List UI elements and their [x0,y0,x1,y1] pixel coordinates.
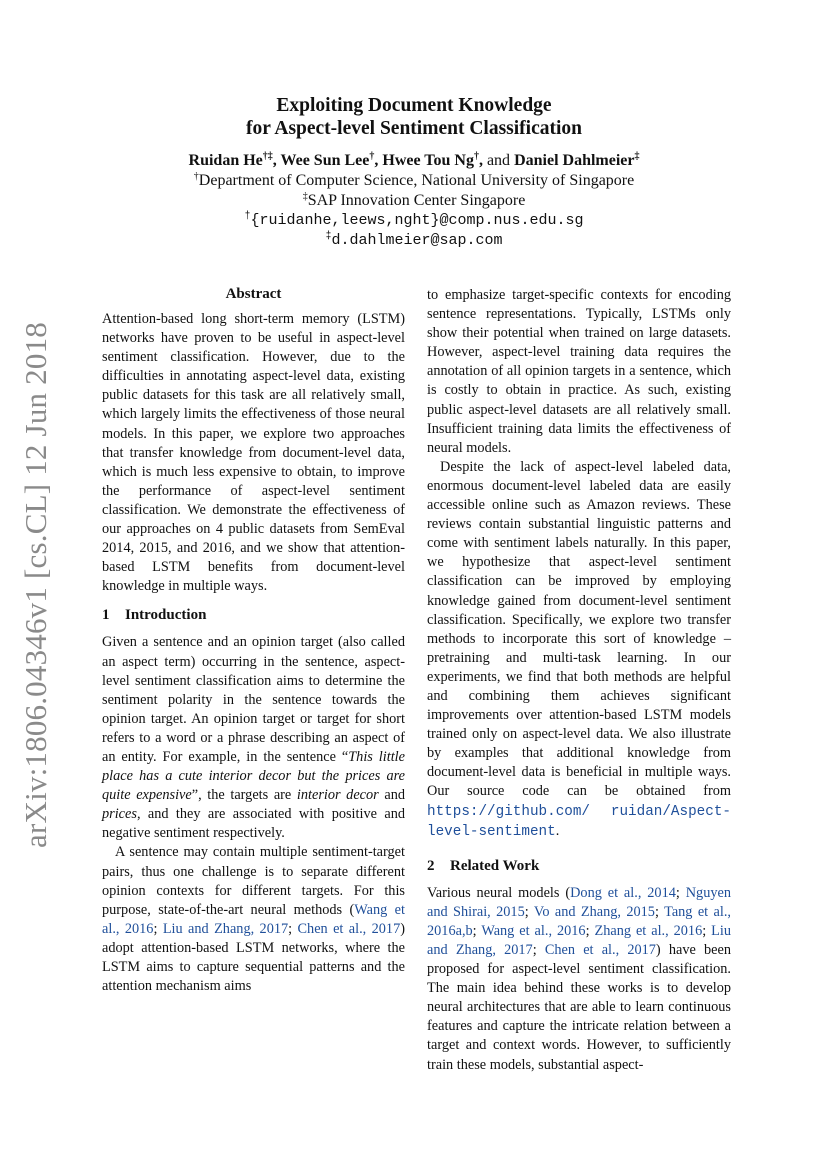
author-mark: † [369,151,375,162]
citation-link[interactable]: Nguyen and Shirai, 2015 [427,884,731,920]
text-run: . [555,822,560,839]
affiliation-mark: ‡ [302,191,308,202]
affiliation-mark: † [193,171,199,182]
author-list: Ruidan He†‡, Wee Sun Lee†, Hwee Tou Ng†, and Daniel Dahlmeier‡ [188,151,640,169]
section-title: Related Work [450,857,540,874]
abstract-body: Attention-based long short-term memory (LSTM) networks have proven to be useful in aspect-level sentiment classification. However, due to the difficulties in annotating aspect-level data, existing public datasets for this task are all relatively small, which largely limits the effectiveness of those neural models. In this paper, we explore two approaches that transfer knowledge from document-level data, which is much less expensive to obtain, to improve the performance of aspect-level sentiment classification. We demonstrate the effectiveness of our approaches on 4 public datasets from SemEval 2014, 2015, and 2016, and we show that attention-based LSTM benefits from document-level knowledge in multiple ways. [102,311,405,595]
citation-link[interactable]: Liu and Zhang, 2017 [427,922,732,958]
paper-title-line-2: for Aspect-level Sentiment Classification [246,118,582,139]
related-work-paragraph-1: Various neural models (Dong et al., 2014; Nguyen and Shirai, 2015; Vo and Zhang, 2015; Tang et al., 2016a,b; Wang et al., 2016; Zhang et al., 2016; Liu and Zhang, 2017; Chen et al., 2017) have been proposed for aspect-level sentiment classification. The main idea behind these works is to develop neural architectures that are able to learn continuous features and capture the intricate relation between a target and context words. However, to sufficiently train these models, substantial aspect- [427,884,732,1073]
text-run: Despite the lack of aspect-level labeled data, enormous document-level labeled data are easily accessible online such as Amazon reviews. These reviews contain substantial linguistic patterns and come with sentiment labels naturally. In this paper, we hypothesize that aspect-level sentiment classification can be improved by employing knowledge gained from document-level sentiment classification. Specifically, we explore two transfer methods to incorporate this sort of knowledge – pretraining and multi-task learning. In our experiments, we find that both methods are helpful and combining them achieves significant improvements over attention-based LSTM models trained only on aspect-level data. We also illustrate by examples that additional knowledge from document-level data is beneficial in multiple ways. Our source code can be obtained from [427,458,731,800]
author-name: Hwee Tou Ng [382,152,474,169]
email-mark: † [244,211,251,222]
example-sentence: This little place has a cute interior decor but the prices are quite expensive [102,748,405,804]
text-run: Given a sentence and an opinion target (also called an aspect term) occurring in the sentence, aspect-level sentiment classification aims to determine the sentiment polarity in the sentence towards the opinion target. An opinion target or target for short refers to a word or a phrase describing an aspect of an entity. For example, in the sentence “ [102,634,405,765]
section-heading-introduction [102,605,405,625]
text-run: ) adopt attention-based LSTM networks, where the LSTM aims to capture sequential patterns and the attention mechanism aims [102,920,405,995]
author-mark: †‡ [262,151,273,162]
section-title: Introduction [125,607,207,624]
author-conjunction: and [486,152,511,169]
author-mark: † [473,151,479,162]
intro-paragraph-1 [102,633,405,843]
section-number: 1 [102,607,110,624]
paper-title-line-1: Exploiting Document Knowledge [276,95,552,116]
email-nus [0,211,828,231]
source-code-url[interactable]: ruidan/Aspect-level-sentiment [427,803,731,840]
source-code-url[interactable]: https://github.com/ [427,803,591,820]
email-mark: ‡ [325,231,332,242]
citation-link[interactable]: Tang et al., 2016a,b [427,903,732,939]
email-sap [0,231,828,251]
intro-paragraph-4 [427,458,731,842]
left-column [102,284,405,996]
section-heading-related-work [427,856,731,876]
text-run: ) have been proposed for aspect-level sentiment classification. The main idea behind these works is to develop neural architectures that are able to learn continuous features and capture the intricate relation between a target and context words. However, to sufficiently train these models, substantial aspect- [427,942,732,1073]
target-term: interior decor [296,787,379,804]
citation-link[interactable]: Vo and Zhang, 2015 [533,903,655,920]
author-name: Wee Sun Lee [280,152,370,169]
right-column [427,286,731,1075]
citation-link[interactable]: Chen et al., 2017 [544,942,656,958]
section-number: 2 [427,857,435,874]
affiliation-text: Department of Computer Science, National University of Singapore [198,172,635,189]
citation-link[interactable]: Chen et al., 2017 [297,920,401,937]
affiliation-sap [0,191,828,211]
abstract-heading: Abstract [225,286,282,302]
affiliation-text: SAP Innovation Center Singapore [307,192,526,209]
email-text: {ruidanhe,leews,nght}@comp.nus.edu.sg [250,212,584,229]
text-run: A sentence may contain multiple sentiment-target pairs, thus one challenge is to separate different opinion contexts for different targets. For this purpose, state-of-the-art neural methods ( [102,844,405,918]
author-name: Ruidan He [188,152,263,169]
citation-link[interactable]: Wang et al., 2016 [481,922,586,939]
text-run: ”, the targets are [191,787,297,804]
text-run: and [378,787,405,804]
citation-link[interactable]: Dong et al., 2014 [570,884,676,901]
target-term: prices [102,806,137,823]
intro-paragraph-2: A sentence may contain multiple sentiment-target pairs, thus one challenge is to separate different opinion contexts for different targets. For this purpose, state-of-the-art neural methods (Wang et al., 2016; Liu and Zhang, 2017; Chen et al., 2017) adopt attention-based LSTM networks, where the LSTM aims to capture sequential patterns and the attention mechanism aims [102,844,405,995]
paper-header [0,94,828,251]
author-name: Daniel Dahlmeier [514,152,635,169]
text-run: , and they are associated with positive and negative sentiment respectively. [102,806,405,842]
text-run: Various neural models ( [427,884,571,901]
citation-link[interactable]: Liu and Zhang, 2017 [162,920,289,937]
affiliation-nus [0,171,828,191]
arxiv-identifier: arXiv:1806.04346v1 [cs.CL] 12 Jun 2018 [18,322,53,848]
citation-link[interactable]: Zhang et al., 2016 [594,922,703,939]
citation-link[interactable]: Wang et al., 2016 [102,901,405,937]
author-mark: ‡ [634,151,640,162]
email-text: d.dahlmeier@sap.com [331,232,503,249]
intro-paragraph-3: to emphasize target-specific contexts for encoding sentence representations. Typically, LSTMs only show their potential when trained on large datasets. However, aspect-level training data requires the annotation of all opinion targets in a sentence, which is costly to obtain in practice. As such, existing public aspect-level datasets are all relatively small. Insufficient training data limits the effectiveness of neural models. [427,287,731,456]
